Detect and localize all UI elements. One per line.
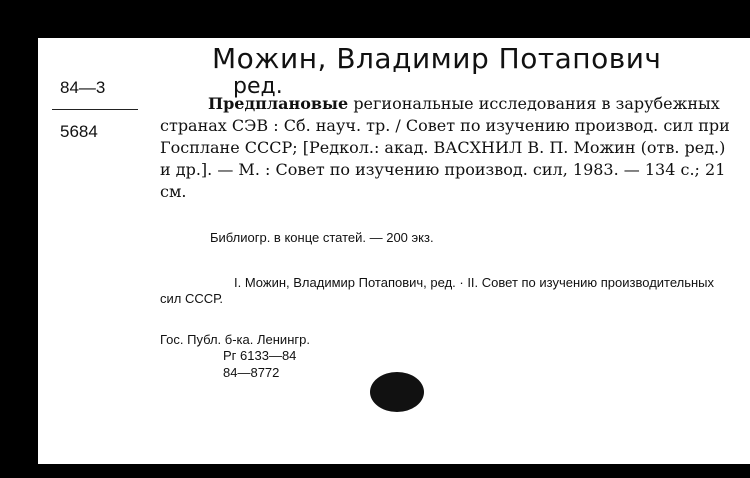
description-text: региональные исследования в зарубежных странах СЭВ : Сб. науч. тр. / Совет по изучению производ. сил при Госплане СССР; [Редкол.: акад. ВАСХНИЛ В. П. Можин (отв. ред.) и др.]. — М. : Совет по изучению производ. сил, 1983. — 134 с.; 21 см. [160, 94, 730, 201]
call-number-top: 84—3 [60, 78, 106, 97]
library-name: Гос. Публ. б-ка. Ленингр. [160, 332, 310, 347]
call-number-divider [52, 109, 138, 110]
bibliographic-description [160, 93, 732, 203]
tracings [160, 275, 732, 307]
catalog-card [38, 38, 750, 464]
handwritten-role: ред. [233, 74, 283, 99]
library-code-2: 84—8772 [223, 365, 280, 380]
call-number-bottom: 5684 [60, 122, 98, 141]
ink-stain [370, 372, 424, 412]
title-lead: Предплановые [208, 94, 349, 113]
handwritten-author-heading: Можин, Владимир Потапович [212, 42, 662, 75]
tracing-text: I. Можин, Владимир Потапович, ред. · II. Совет по изучению производительных сил СССР. [160, 275, 715, 306]
bibliography-note: Библиогр. в конце статей. — 200 экз. [210, 230, 434, 245]
library-code-1: Рг 6133—84 [223, 348, 297, 363]
